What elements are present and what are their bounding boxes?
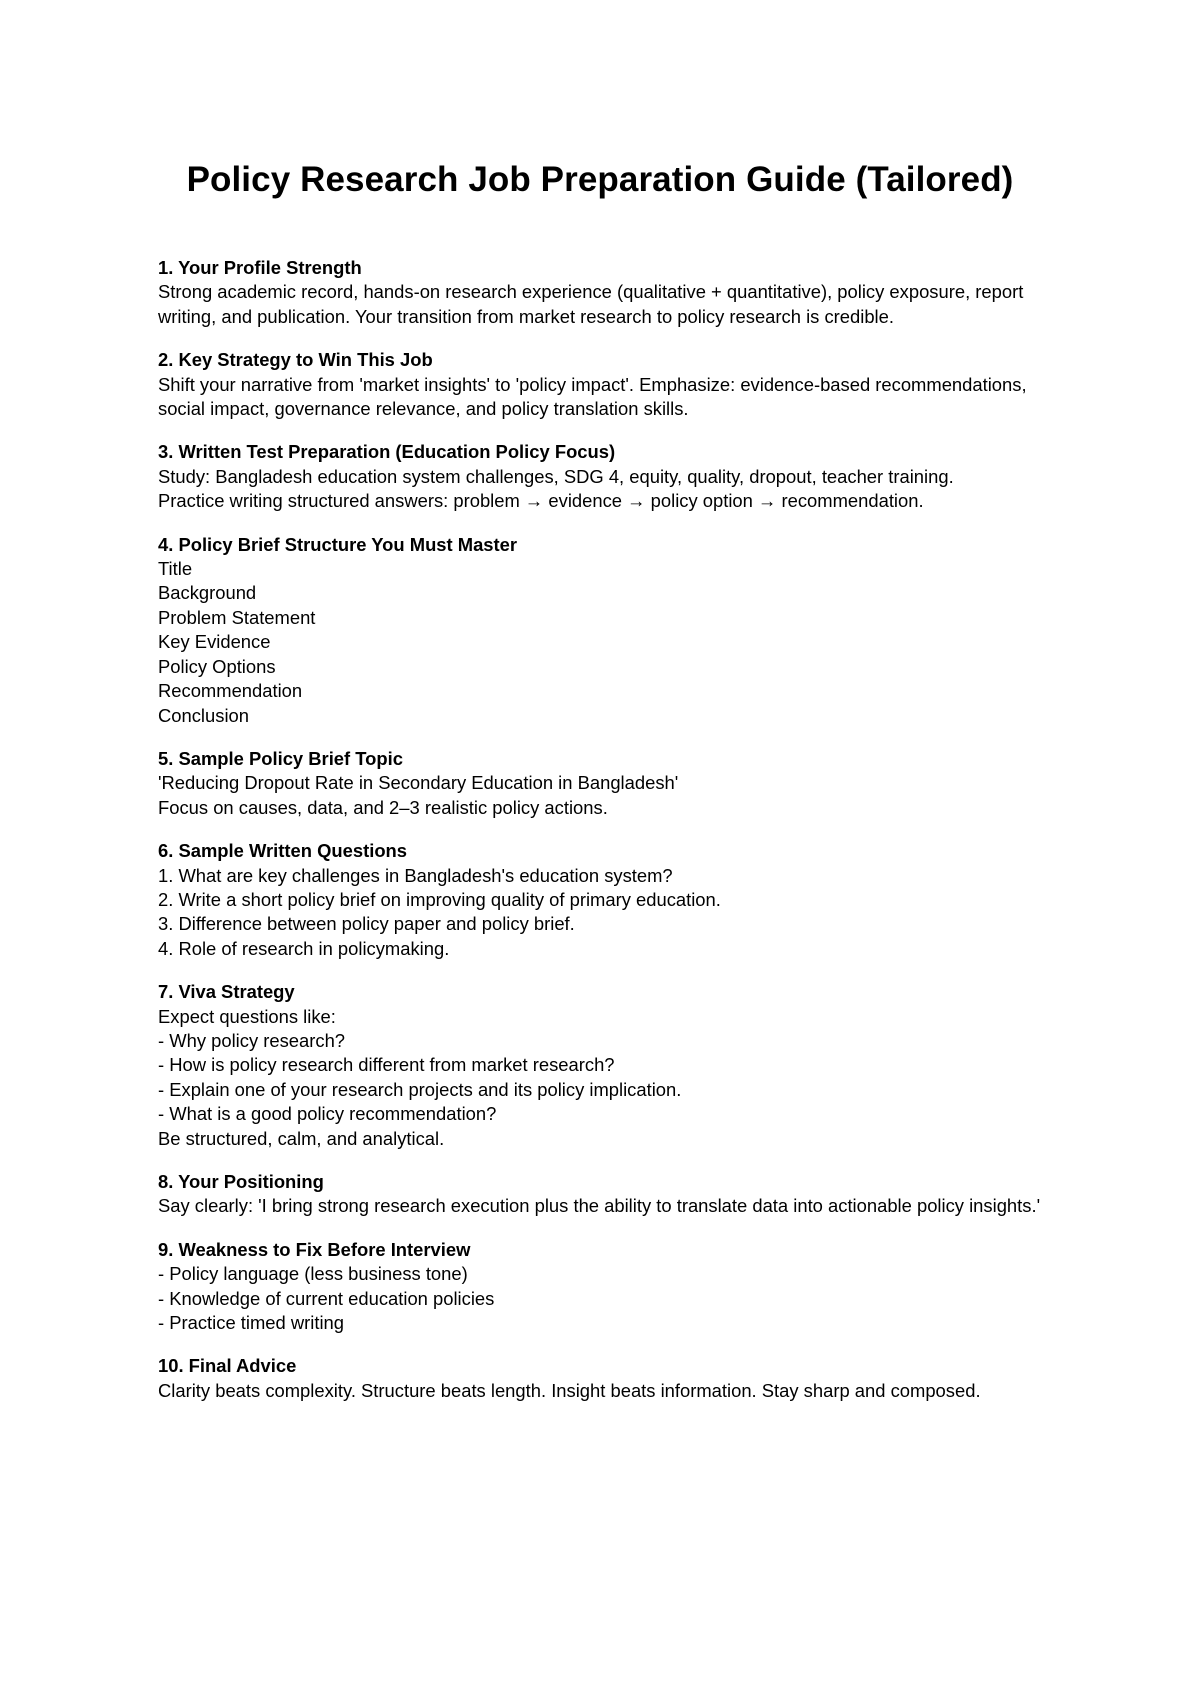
section-7 — [158, 980, 1058, 1151]
section-4 — [158, 533, 1058, 728]
section-text-line: - Practice timed writing — [158, 1312, 344, 1334]
section-heading: 10. Final Advice — [158, 1355, 297, 1377]
section-text-line: Be structured, calm, and analytical. — [158, 1127, 445, 1149]
section-text-line: 4. Role of research in policymaking. — [158, 937, 450, 959]
section-text-line: Say clearly: 'I bring strong research execution plus the ability to translate data into actionable policy insights.' — [158, 1195, 1041, 1217]
section-text-line: - Why policy research? — [158, 1029, 346, 1051]
section-3 — [158, 440, 1058, 513]
section-2 — [158, 348, 1058, 421]
section-heading: 1. Your Profile Strength — [158, 257, 362, 278]
section-text-line: 'Reducing Dropout Rate in Secondary Education in Bangladesh' — [158, 772, 679, 794]
section-text-line: Background — [158, 582, 257, 604]
section-text-line: - Policy language (less business tone) — [158, 1263, 468, 1285]
section-text-line: Practice writing structured answers: problem → evidence → policy option → recommendation. — [158, 490, 924, 512]
section-text-line: Strong academic record, hands-on research experience (qualitative + quantitative), policy exposure, report writing, and publication. Your transition from market research to policy research is credible. — [158, 281, 1024, 327]
section-1 — [158, 256, 1058, 329]
section-heading: 6. Sample Written Questions — [158, 840, 408, 862]
section-text-line: Key Evidence — [158, 631, 271, 653]
document-title: Policy Research Job Preparation Guide (Tailored) — [186, 160, 1014, 199]
section-heading: 9. Weakness to Fix Before Interview — [158, 1238, 471, 1260]
section-9 — [158, 1238, 1058, 1336]
document-body — [158, 256, 1058, 1422]
section-text-line: 3. Difference between policy paper and policy brief. — [158, 913, 575, 935]
section-text-line: Conclusion — [158, 704, 249, 726]
section-heading: 5. Sample Policy Brief Topic — [158, 747, 403, 769]
section-text-line: Clarity beats complexity. Structure beats length. Insight beats information. Stay sharp and composed. — [158, 1379, 981, 1401]
section-heading: 7. Viva Strategy — [158, 981, 295, 1003]
section-text-line: Title — [158, 558, 193, 580]
section-text-line: - What is a good policy recommendation? — [158, 1103, 497, 1125]
section-text-line: Problem Statement — [158, 606, 316, 628]
section-text-line: Focus on causes, data, and 2–3 realistic policy actions. — [158, 796, 608, 818]
section-text-line: - How is policy research different from market research? — [158, 1054, 615, 1076]
section-6 — [158, 839, 1058, 961]
section-heading: 3. Written Test Preparation (Education Policy Focus) — [158, 441, 616, 463]
section-text-line: - Knowledge of current education policies — [158, 1287, 495, 1309]
section-10 — [158, 1354, 1058, 1403]
section-heading: 4. Policy Brief Structure You Must Master — [158, 533, 518, 555]
section-5 — [158, 747, 1058, 820]
section-text-line: Expect questions like: — [158, 1005, 336, 1027]
section-heading: 8. Your Positioning — [158, 1171, 324, 1192]
section-text-line: - Explain one of your research projects and its policy implication. — [158, 1078, 682, 1100]
section-8 — [158, 1170, 1058, 1219]
section-text-line: Study: Bangladesh education system challenges, SDG 4, equity, quality, dropout, teacher training. — [158, 465, 954, 487]
section-text-line: Recommendation — [158, 680, 303, 702]
section-heading: 2. Key Strategy to Win This Job — [158, 349, 433, 371]
section-text-line: Shift your narrative from 'market insights' to 'policy impact'. Emphasize: evidence-based recommendations, social impact, governance relevance, and policy translation skills. — [158, 373, 1027, 420]
section-text-line: 2. Write a short policy brief on improving quality of primary education. — [158, 888, 721, 910]
section-text-line: Policy Options — [158, 655, 276, 677]
section-text-line: 1. What are key challenges in Bangladesh's education system? — [158, 864, 673, 886]
